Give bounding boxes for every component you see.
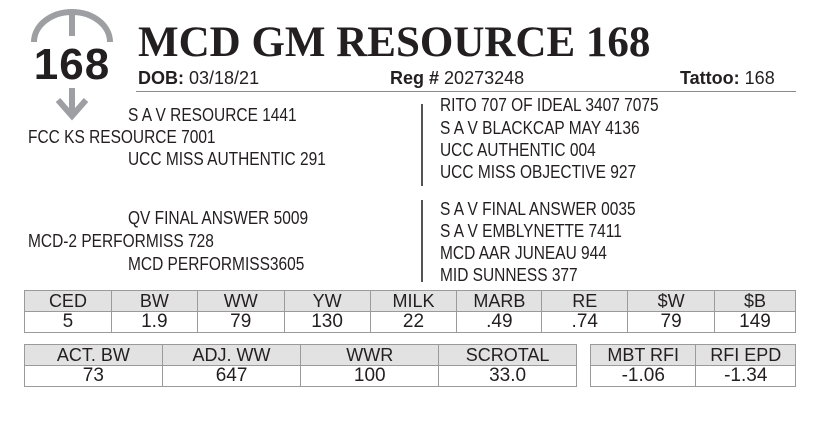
pedigree-right-4: UCC MISS OBJECTIVE 927 (440, 162, 637, 182)
epd-header-cell: $B (715, 291, 796, 312)
animal-name: MCD GM RESOURCE 168 (138, 19, 651, 66)
performance-value-cell: 647 (162, 366, 301, 387)
pedigree-sire: FCC KS RESOURCE 7001 (28, 127, 216, 147)
tattoo-value: 168 (744, 68, 775, 88)
epd-value-cell: .49 (457, 312, 542, 333)
rfi-header-cell: MBT RFI (591, 345, 696, 366)
rfi-value-cell: -1.06 (591, 366, 696, 387)
epd-value-cell: 1.9 (111, 312, 197, 333)
header-divider (136, 91, 796, 92)
pedigree-dam: MCD-2 PERFORMISS 728 (28, 231, 214, 251)
performance-header-cell: ACT. BW (25, 345, 163, 366)
pedigree-divider-top (421, 104, 423, 186)
tattoo-label: Tattoo: (680, 68, 740, 88)
epd-value-cell: 5 (25, 312, 112, 333)
epd-value-cell: 79 (197, 312, 284, 333)
epd-header-cell: MARB (457, 291, 542, 312)
rfi-header-row (591, 345, 796, 366)
lot-number: 168 (33, 40, 111, 89)
rfi-table (590, 344, 796, 387)
performance-value-cell: 73 (25, 366, 163, 387)
epd-value-cell: 22 (370, 312, 457, 333)
dob-field (138, 68, 259, 88)
performance-value-cell: 33.0 (439, 366, 577, 387)
performance-table (24, 344, 577, 387)
epd-header-cell: MILK (370, 291, 457, 312)
pedigree-dam-sire: QV FINAL ANSWER 5009 (128, 208, 309, 228)
epd-value-cell: 79 (628, 312, 715, 333)
reg-value: 20273248 (444, 68, 525, 88)
dob-value: 03/18/21 (189, 68, 260, 88)
epd-header-row (25, 291, 796, 312)
reg-label: Reg # (390, 68, 440, 88)
pedigree-dam-dam: MCD PERFORMISS3605 (128, 254, 305, 274)
pedigree-right-7: MCD AAR JUNEAU 944 (440, 243, 607, 263)
pedigree-right-8: MID SUNNESS 377 (440, 265, 578, 285)
epd-value-cell: 149 (715, 312, 796, 333)
pedigree-right-6: S A V EMBLYNETTE 7411 (440, 221, 622, 241)
epd-header-cell: YW (284, 291, 370, 312)
performance-value-cell: 100 (301, 366, 439, 387)
pedigree-right-1: RITO 707 OF IDEAL 3407 7075 (440, 95, 659, 115)
epd-header-cell: WW (197, 291, 284, 312)
epd-table (24, 290, 796, 333)
performance-value-row (25, 366, 577, 387)
performance-header-cell: ADJ. WW (162, 345, 301, 366)
performance-header-row (25, 345, 577, 366)
lot-badge (24, 6, 120, 124)
epd-value-row (25, 312, 796, 333)
performance-header-cell: WWR (301, 345, 439, 366)
epd-header-cell: CED (25, 291, 112, 312)
pedigree-divider-bottom (421, 200, 423, 282)
rfi-value-row (591, 366, 796, 387)
performance-header-cell: SCROTAL (439, 345, 577, 366)
tattoo-field (680, 68, 775, 88)
pedigree-sire-dam: UCC MISS AUTHENTIC 291 (128, 149, 326, 169)
rfi-value-cell: -1.34 (696, 366, 796, 387)
pedigree-right-5: S A V FINAL ANSWER 0035 (440, 199, 636, 219)
epd-value-cell: 130 (284, 312, 370, 333)
epd-header-cell: BW (111, 291, 197, 312)
epd-value-cell: .74 (542, 312, 628, 333)
epd-header-cell: $W (628, 291, 715, 312)
reg-field (390, 68, 524, 88)
rfi-header-cell: RFI EPD (696, 345, 796, 366)
dob-label: DOB: (138, 68, 184, 88)
epd-header-cell: RE (542, 291, 628, 312)
pedigree-right-3: UCC AUTHENTIC 004 (440, 140, 596, 160)
pedigree-right-2: S A V BLACKCAP MAY 4136 (440, 118, 640, 138)
pedigree-sire-sire: S A V RESOURCE 1441 (128, 105, 297, 125)
